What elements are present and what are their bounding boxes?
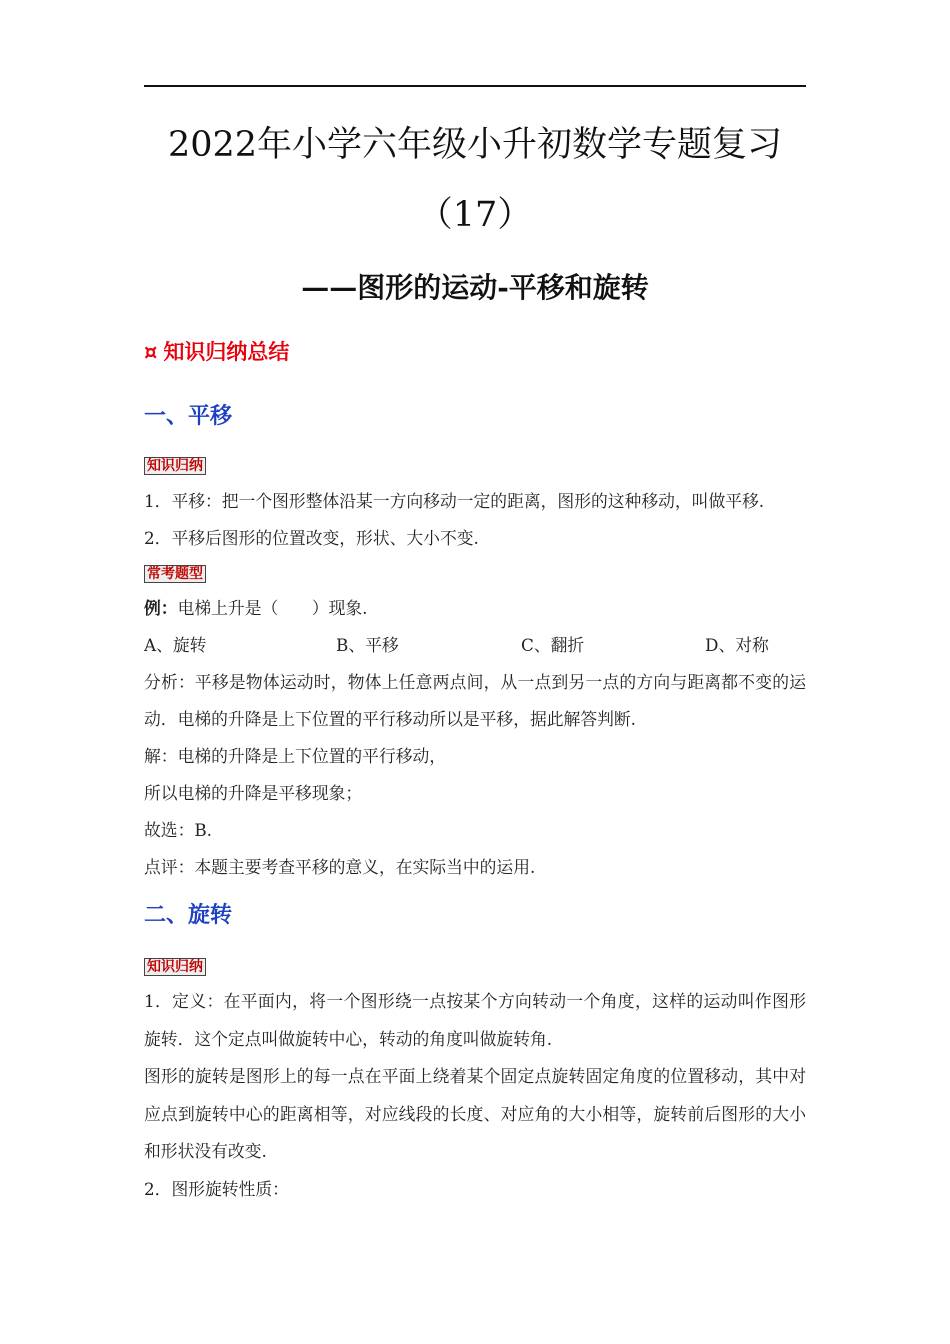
knowledge-line: 2．平移后图形的位置改变，形状、大小不变. (144, 528, 479, 548)
knowledge-label: 知识归纳 (144, 457, 206, 475)
solution-answer: 故选：B. (144, 820, 213, 840)
knowledge-line: 旋转．这个定点叫做旋转中心，转动的角度叫做旋转角. (144, 1028, 553, 1049)
knowledge-line: 图形的旋转是图形上的每一点在平面上绕着某个固定点旋转固定角度的位置移动，其中对 (144, 1066, 806, 1086)
option-d: D、对称 (705, 635, 769, 655)
example-prefix: 例： (144, 598, 178, 618)
exam-label-row (144, 557, 806, 590)
exam-label: 常考题型 (144, 565, 206, 583)
header-rule (144, 85, 806, 87)
analysis-line: 动．电梯的升降是上下位置的平行移动所以是平移，据此解答判断. (144, 709, 636, 729)
example-question-text: 电梯上升是（ ）现象. (177, 598, 368, 618)
knowledge-line: 和形状没有改变. (144, 1141, 267, 1161)
solution-line: 所以电梯的升降是平移现象； (144, 783, 363, 803)
section1-body (144, 483, 806, 886)
analysis-line: 分析：平移是物体运动时，物体上任意两点间，从一点到另一点的方向与距离都不变的运 (144, 672, 806, 692)
section-heading-rotation: 二、旋转 (144, 903, 233, 928)
summary-heading (144, 337, 289, 367)
knowledge-line: 应点到旋转中心的距离相等，对应线段的长度、对应角的大小相等，旋转前后图形的大小 (144, 1103, 806, 1124)
solution-line: 解：电梯的升降是上下位置的平行移动， (144, 746, 447, 766)
section2-body (144, 983, 806, 1208)
page-title-number: （17） (417, 195, 533, 235)
example-options (144, 627, 806, 664)
knowledge-line: 1．平移：把一个图形整体沿某一方向移动一定的距离，图形的这种移动，叫做平移. (144, 491, 765, 511)
summary-heading-text: 知识归纳总结 (163, 340, 290, 364)
comment-line: 点评：本题主要考查平移的意义，在实际当中的运用. (144, 857, 536, 877)
knowledge-label-wrapper (144, 457, 206, 475)
option-a: A、旋转 (144, 635, 207, 655)
page-title: 2022年小学六年级小升初数学专题复习 (167, 125, 783, 165)
option-c: C、翻折 (521, 635, 585, 655)
knowledge-line: 2．图形旋转性质： (144, 1178, 289, 1199)
page-subtitle: ——图形的运动-平移和旋转 (301, 271, 649, 304)
currency-sign-icon: ¤ (144, 340, 158, 364)
knowledge-label-wrapper (144, 958, 206, 976)
option-b: B、平移 (336, 635, 399, 655)
example-question (144, 590, 806, 627)
section-heading-translation: 一、平移 (144, 404, 233, 429)
knowledge-line: 1．定义：在平面内，将一个图形绕一点按某个方向转动一个角度，这样的运动叫作图形 (144, 991, 806, 1011)
knowledge-label: 知识归纳 (144, 958, 206, 976)
